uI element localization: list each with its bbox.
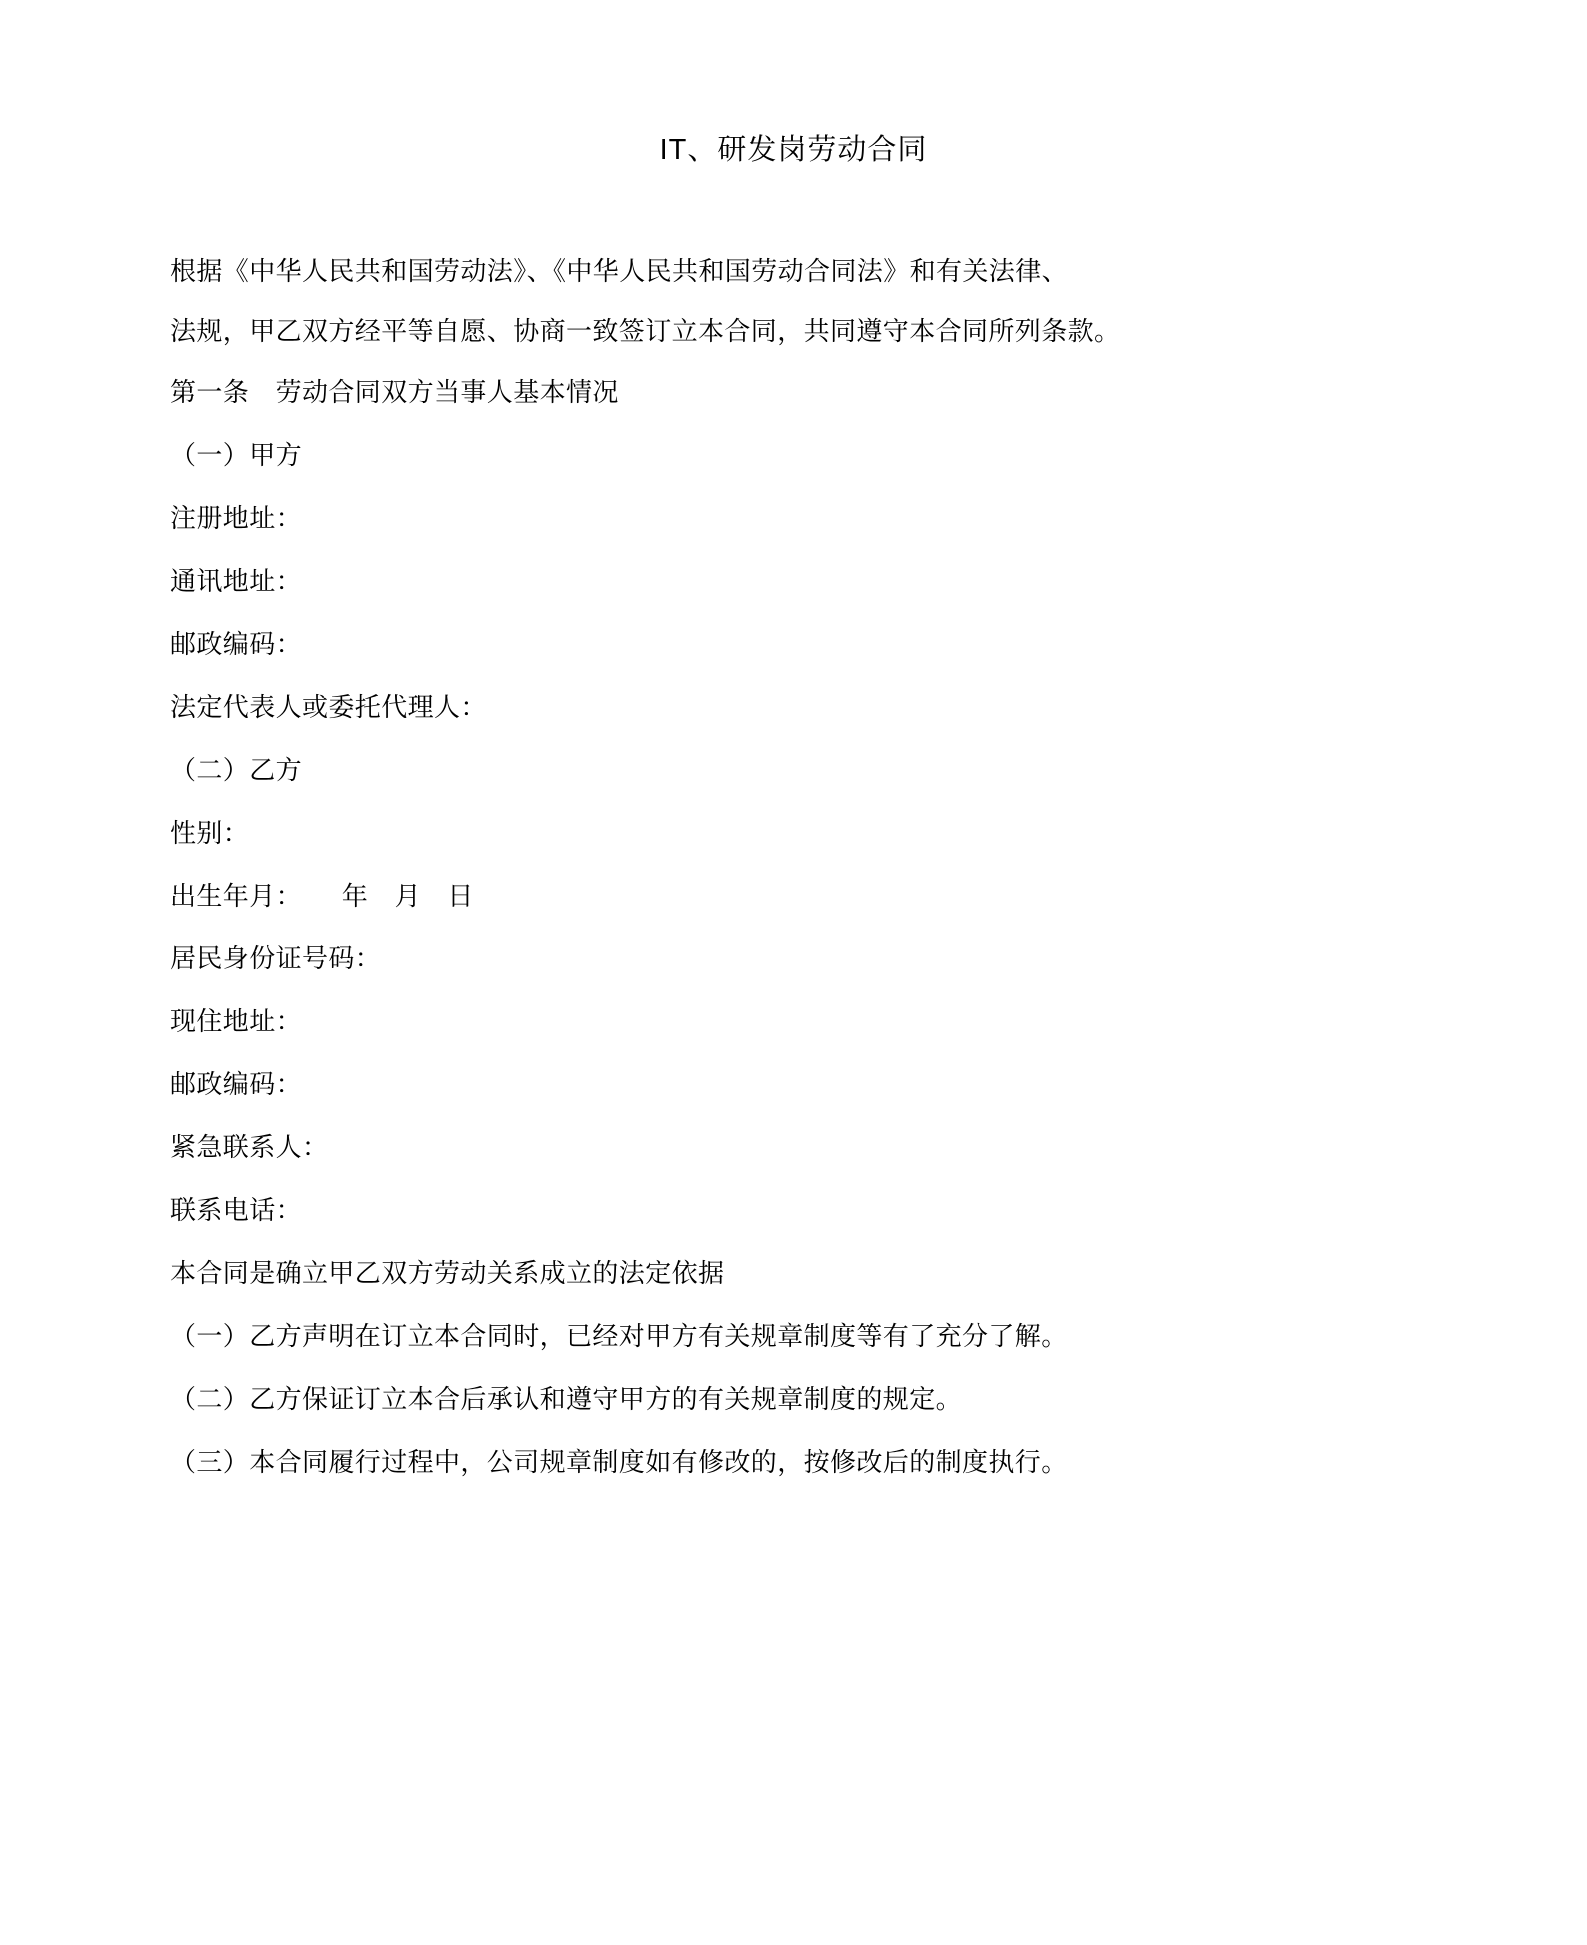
field-postal-code-b: 邮政编码： xyxy=(170,1069,303,1100)
paragraph-legal-basis-line2: 法规，甲乙双方经平等自愿、协商一致签订立本合同，共同遵守本合同所列条款。 xyxy=(170,316,1121,347)
field-gender: 性别： xyxy=(170,817,250,848)
field-birth-date: 出生年月： 年 月 日 xyxy=(170,880,474,911)
field-current-address: 现住地址： xyxy=(170,1006,303,1037)
field-mailing-address: 通讯地址： xyxy=(170,566,303,597)
section-heading-article-1: 第一条 劳动合同双方当事人基本情况 xyxy=(170,377,619,408)
field-legal-representative: 法定代表人或委托代理人： xyxy=(170,691,487,722)
paragraph-legal-basis-line1: 根据《中华人民共和国劳动法》、《中华人民共和国劳动合同法》和有关法律、 xyxy=(170,255,1069,286)
field-emergency-contact: 紧急联系人： xyxy=(170,1132,329,1163)
clause-item-3: （三）本合同履行过程中，公司规章制度如有修改的，按修改后的制度执行。 xyxy=(170,1446,1068,1477)
subsection-party-b: （二）乙方 xyxy=(170,754,303,785)
document-body xyxy=(118,257,1469,1478)
clause-item-1: （一）乙方声明在订立本合同时，已经对甲方有关规章制度等有了充分了解。 xyxy=(170,1320,1068,1351)
field-contact-phone: 联系电话： xyxy=(170,1194,303,1225)
page-title: IT、研发岗劳动合同 xyxy=(659,134,928,166)
field-registered-address: 注册地址： xyxy=(170,503,303,534)
clause-item-2: （二）乙方保证订立本合后承认和遵守甲方的有关规章制度的规定。 xyxy=(170,1383,963,1414)
field-id-number: 居民身份证号码： xyxy=(170,943,382,974)
subsection-party-a: （一）甲方 xyxy=(170,440,303,471)
field-postal-code-a: 邮政编码： xyxy=(170,628,303,659)
statement-legal-basis: 本合同是确立甲乙双方劳动关系成立的法定依据 xyxy=(170,1257,725,1288)
